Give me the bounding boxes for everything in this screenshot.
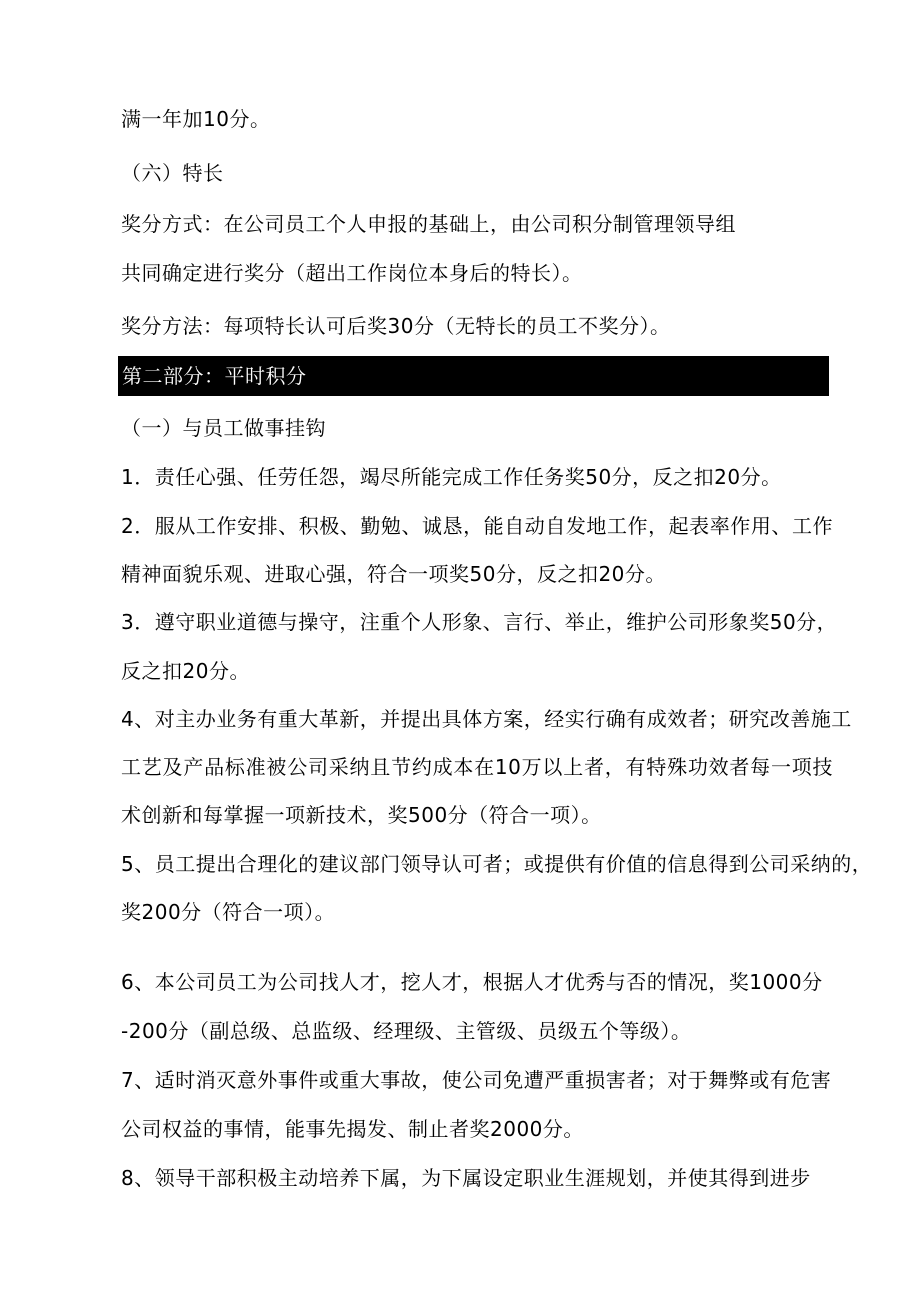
list-item: 8、领导干部积极主动培养下属，为下属设定职业生涯规划，并使其得到进步 (121, 1166, 811, 1190)
list-item: 2．服从工作安排、积极、勤勉、诚恳，能自动自发地工作，起表率作用、工作 (121, 514, 833, 538)
list-item: 7、适时消灭意外事件或重大事故，使公司免遭严重损害者；对于舞弊或有危害 (121, 1068, 832, 1092)
text-line: 奖200分（符合一项）。 (121, 900, 336, 924)
subsection-heading: （一）与员工做事挂钩 (121, 416, 326, 440)
text-line: -200分（副总级、总监级、经理级、主管级、员级五个等级）。 (121, 1019, 692, 1043)
list-item: 4、对主办业务有重大革新，并提出具体方案，经实行确有成效者；研究改善施工 (121, 707, 852, 731)
text-line: 精神面貌乐观、进取心强，符合一项奖50分，反之扣20分。 (121, 562, 666, 586)
text-line: 奖分方法：每项特长认可后奖30分（无特长的员工不奖分）。 (121, 314, 671, 338)
section-heading-bar (118, 356, 829, 396)
text-line: 奖分方式：在公司员工个人申报的基础上，由公司积分制管理领导组 (121, 212, 736, 236)
list-item: 3．遵守职业道德与操守，注重个人形象、言行、举止，维护公司形象奖50分， (121, 610, 838, 634)
subsection-heading: （六）特长 (121, 161, 224, 185)
text-line: 工艺及产品标准被公司采纳且节约成本在10万以上者，有特殊功效者每一项技 (121, 755, 833, 779)
text-line: 满一年加10分。 (121, 107, 271, 131)
list-item: 6、本公司员工为公司找人才，挖人才，根据人才优秀与否的情况，奖1000分 (121, 970, 823, 994)
section-heading: 第二部分：平时积分 (122, 364, 307, 388)
text-line: 共同确定进行奖分（超出工作岗位本身后的特长）。 (121, 261, 583, 285)
text-line: 术创新和每掌握一项新技术，奖500分（符合一项）。 (121, 803, 602, 827)
list-item: 5、员工提出合理化的建议部门领导认可者；或提供有价值的信息得到公司采纳的， (121, 852, 873, 876)
text-line: 公司权益的事情，能事先揭发、制止者奖2000分。 (121, 1117, 584, 1141)
text-line: 反之扣20分。 (121, 659, 250, 683)
list-item: 1．责任心强、任劳任怨，竭尽所能完成工作任务奖50分，反之扣20分。 (121, 465, 782, 489)
